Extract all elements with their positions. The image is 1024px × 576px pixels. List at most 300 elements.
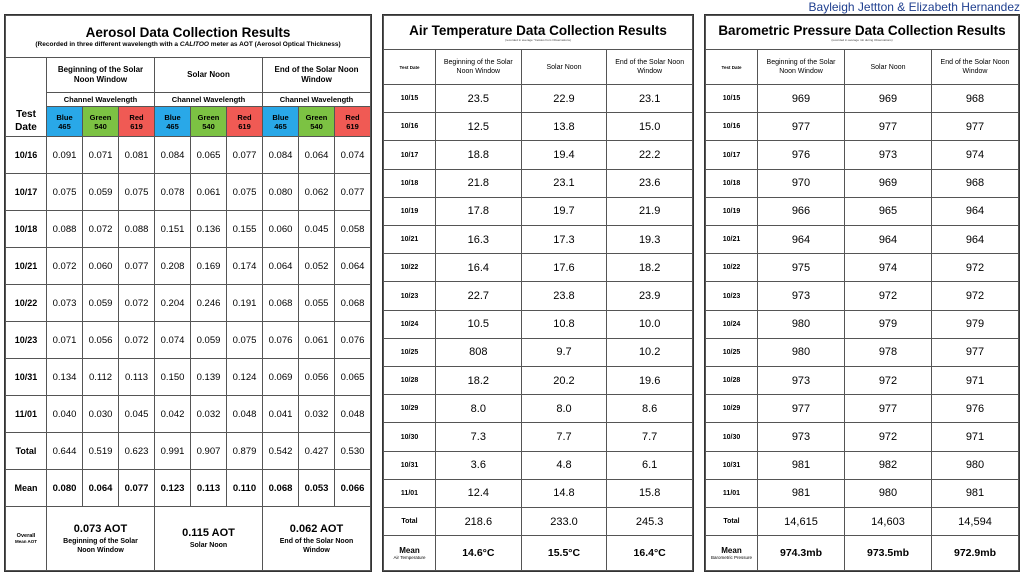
total-value: 0.991 (155, 433, 191, 470)
table-row (706, 395, 1019, 423)
mean-value: 973.5mb (845, 536, 932, 571)
table-row (384, 423, 693, 451)
row-date: 10/22 (6, 285, 47, 322)
aot-value: 0.072 (47, 248, 83, 285)
measurement-value: 22.9 (521, 85, 607, 113)
overall-label (6, 507, 47, 571)
total-value: 0.519 (83, 433, 119, 470)
aot-value: 0.040 (47, 396, 83, 433)
measurement-value: 8.0 (436, 395, 522, 423)
table-row (384, 282, 693, 310)
table-row (384, 479, 693, 507)
channel-red-619 (119, 107, 155, 137)
air-header-noon: Solar Noon (521, 50, 607, 85)
table-row (706, 310, 1019, 338)
barometric-pressure-subtitle: (recorded in average mb during Observations) (831, 38, 893, 42)
overall-subtext: Mean AOT (14, 539, 38, 544)
air-temperature-panel (382, 14, 694, 572)
channel-nm: 619 (238, 121, 251, 131)
table-row (706, 226, 1019, 254)
row-date: 10/21 (384, 226, 436, 254)
channel-name: Blue (56, 112, 73, 122)
mean-value: 0.068 (263, 470, 299, 507)
measurement-value: 23.1 (607, 85, 693, 113)
aot-value: 0.068 (263, 285, 299, 322)
aot-value: 0.071 (83, 137, 119, 174)
mean-row (706, 536, 1019, 571)
aot-value: 0.045 (299, 211, 335, 248)
overall-value: 0.073 AOT (73, 522, 128, 535)
aot-value: 0.113 (119, 359, 155, 396)
total-row (384, 508, 693, 536)
channel-name: Red (237, 112, 252, 122)
aot-value: 0.191 (227, 285, 263, 322)
aerosol-group-beginning: Beginning of the Solar Noon Window (47, 58, 155, 93)
measurement-value: 972 (932, 282, 1019, 310)
aot-value: 0.055 (299, 285, 335, 322)
total-value: 0.427 (299, 433, 335, 470)
row-date: 10/25 (706, 338, 758, 366)
channel-green-540 (191, 107, 227, 137)
table-row (6, 248, 371, 285)
measurement-value: 973 (758, 367, 845, 395)
aot-value: 0.032 (191, 396, 227, 433)
table-row (384, 254, 693, 282)
aot-value: 0.088 (47, 211, 83, 248)
aot-value: 0.041 (263, 396, 299, 433)
mean-value: 974.3mb (758, 536, 845, 571)
row-date: 10/18 (6, 211, 47, 248)
row-date: 10/24 (384, 310, 436, 338)
channel-name: Red (345, 112, 360, 122)
aot-value: 0.075 (119, 174, 155, 211)
measurement-value: 964 (758, 226, 845, 254)
baro-header-noon: Solar Noon (845, 50, 932, 85)
aot-value: 0.155 (227, 211, 263, 248)
row-date: 10/16 (384, 113, 436, 141)
aot-value: 0.072 (83, 211, 119, 248)
aot-value: 0.059 (83, 285, 119, 322)
aot-value: 0.048 (335, 396, 371, 433)
aerosol-group-end: End of the Solar Noon Window (263, 58, 371, 93)
aot-value: 0.052 (299, 248, 335, 285)
overall-mean-0 (47, 507, 155, 571)
aot-value: 0.074 (335, 137, 371, 174)
measurement-value: 977 (932, 113, 1019, 141)
row-date: 10/23 (706, 282, 758, 310)
table-row (706, 141, 1019, 169)
measurement-value: 14.8 (521, 479, 607, 507)
measurement-value: 23.9 (607, 282, 693, 310)
mean-text: Mean (399, 545, 420, 555)
channel-name: Green (197, 112, 220, 122)
aot-value: 0.072 (119, 285, 155, 322)
channel-nm: 540 (202, 121, 215, 131)
baro-header-beginning: Beginning of the Solar Noon Window (758, 50, 845, 85)
channel-nm: 465 (58, 121, 71, 131)
channel-wavelength-label: Channel Wavelength (47, 93, 155, 107)
channel-blue-465 (155, 107, 191, 137)
table-row (384, 395, 693, 423)
aerosol-panel (4, 14, 372, 572)
measurement-value: 965 (845, 197, 932, 225)
channel-name: Green (305, 112, 328, 122)
aot-value: 0.075 (47, 174, 83, 211)
measurement-value: 981 (932, 479, 1019, 507)
measurement-value: 23.6 (607, 169, 693, 197)
measurement-value: 964 (845, 226, 932, 254)
channel-nm: 540 (310, 121, 323, 131)
row-date: 10/15 (384, 85, 436, 113)
mean-value: 0.080 (47, 470, 83, 507)
mean-value: 16.4°C (607, 536, 693, 571)
table-row (6, 211, 371, 248)
aot-value: 0.064 (299, 137, 335, 174)
aot-value: 0.045 (119, 396, 155, 433)
table-row (384, 226, 693, 254)
row-date: 10/28 (706, 367, 758, 395)
measurement-value: 12.5 (436, 113, 522, 141)
channel-nm: 465 (166, 121, 179, 131)
table-row (384, 169, 693, 197)
measurement-value: 18.2 (607, 254, 693, 282)
measurement-value: 971 (932, 367, 1019, 395)
measurement-value: 977 (758, 113, 845, 141)
row-date: 10/18 (384, 169, 436, 197)
row-date: 10/31 (384, 451, 436, 479)
aot-value: 0.064 (263, 248, 299, 285)
table-row (384, 310, 693, 338)
measurement-value: 982 (845, 451, 932, 479)
table-row (6, 322, 371, 359)
barometric-pressure-title: Barometric Pressure Data Collection Results (718, 23, 1006, 38)
test-date-header: Test Date (6, 107, 47, 137)
measurement-value: 969 (845, 169, 932, 197)
channel-green-540 (299, 107, 335, 137)
aot-value: 0.091 (47, 137, 83, 174)
table-row (706, 338, 1019, 366)
measurement-value: 977 (845, 395, 932, 423)
aot-value: 0.134 (47, 359, 83, 396)
channel-red-619 (335, 107, 371, 137)
authors: Bayleigh Jettton & Elizabeth Hernandez (808, 0, 1020, 14)
row-date: 11/01 (706, 479, 758, 507)
overall-mean-2 (263, 507, 371, 571)
aot-value: 0.073 (47, 285, 83, 322)
aot-value: 0.077 (335, 174, 371, 211)
aot-value: 0.061 (191, 174, 227, 211)
measurement-value: 808 (436, 338, 522, 366)
table-row (384, 85, 693, 113)
measurement-value: 18.2 (436, 367, 522, 395)
aot-value: 0.030 (83, 396, 119, 433)
row-date: 10/30 (384, 423, 436, 451)
air-header-test-date: Test Date (384, 50, 436, 85)
total-label: Total (6, 433, 47, 470)
total-value: 0.644 (47, 433, 83, 470)
measurement-value: 966 (758, 197, 845, 225)
measurement-value: 980 (932, 451, 1019, 479)
row-date: 10/31 (706, 451, 758, 479)
aot-value: 0.076 (263, 322, 299, 359)
aot-value: 0.071 (47, 322, 83, 359)
overall-value: 0.062 AOT (289, 522, 344, 535)
aot-value: 0.061 (299, 322, 335, 359)
table-row (706, 85, 1019, 113)
aot-value: 0.065 (191, 137, 227, 174)
measurement-value: 978 (845, 338, 932, 366)
table-row (6, 359, 371, 396)
measurement-value: 15.0 (607, 113, 693, 141)
measurement-value: 16.3 (436, 226, 522, 254)
table-row (706, 479, 1019, 507)
row-date: 10/29 (384, 395, 436, 423)
measurement-value: 21.8 (436, 169, 522, 197)
aot-value: 0.058 (335, 211, 371, 248)
mean-label (706, 536, 758, 571)
channel-name: Green (89, 112, 112, 122)
channel-nm: 619 (346, 121, 359, 131)
measurement-value: 969 (758, 85, 845, 113)
aot-value: 0.059 (83, 174, 119, 211)
table-row (6, 137, 371, 174)
mean-value: 0.113 (191, 470, 227, 507)
aot-value: 0.056 (299, 359, 335, 396)
air-temperature-table (383, 15, 693, 571)
measurement-value: 12.4 (436, 479, 522, 507)
total-value: 0.623 (119, 433, 155, 470)
measurement-value: 8.6 (607, 395, 693, 423)
measurement-value: 7.7 (607, 423, 693, 451)
mean-value: 0.064 (83, 470, 119, 507)
air-header-end: End of the Solar Noon Window (607, 50, 693, 85)
measurement-value: 16.4 (436, 254, 522, 282)
table-row (384, 451, 693, 479)
channel-name: Red (129, 112, 144, 122)
table-row (6, 174, 371, 211)
table-row (6, 396, 371, 433)
measurement-value: 13.8 (521, 113, 607, 141)
measurement-value: 964 (932, 226, 1019, 254)
measurement-value: 19.4 (521, 141, 607, 169)
measurement-value: 977 (758, 395, 845, 423)
measurement-value: 4.8 (521, 451, 607, 479)
measurement-value: 22.2 (607, 141, 693, 169)
aot-value: 0.059 (191, 322, 227, 359)
mean-value: 0.123 (155, 470, 191, 507)
overall-row (6, 507, 371, 571)
total-value: 0.542 (263, 433, 299, 470)
aot-value: 0.074 (155, 322, 191, 359)
measurement-value: 17.3 (521, 226, 607, 254)
aerosol-title: Aerosol Data Collection Results (85, 24, 291, 40)
aot-value: 0.084 (155, 137, 191, 174)
measurement-value: 971 (932, 423, 1019, 451)
air-temperature-title: Air Temperature Data Collection Results (409, 23, 667, 38)
measurement-value: 3.6 (436, 451, 522, 479)
measurement-value: 979 (845, 310, 932, 338)
row-date: 10/24 (706, 310, 758, 338)
table-row (706, 113, 1019, 141)
baro-header-end: End of the Solar Noon Window (932, 50, 1019, 85)
row-date: 10/22 (706, 254, 758, 282)
mean-value: 15.5°C (521, 536, 607, 571)
mean-text: Mean (721, 545, 742, 555)
aot-value: 0.060 (83, 248, 119, 285)
mean-subtext: Barometric Pressure (710, 554, 752, 560)
aot-value: 0.072 (119, 322, 155, 359)
mean-label: Mean (6, 470, 47, 507)
measurement-value: 9.7 (521, 338, 607, 366)
table-row (706, 367, 1019, 395)
measurement-value: 10.5 (436, 310, 522, 338)
table-row (706, 254, 1019, 282)
total-label: Total (706, 508, 758, 536)
channel-nm: 619 (130, 121, 143, 131)
channel-name: Blue (164, 112, 181, 122)
measurement-value: 980 (845, 479, 932, 507)
mean-value: 14.6°C (436, 536, 522, 571)
measurement-value: 19.7 (521, 197, 607, 225)
mean-row (384, 536, 693, 571)
row-date: 10/21 (706, 226, 758, 254)
mean-subtext: Air Temperature (393, 554, 426, 560)
aot-value: 0.084 (263, 137, 299, 174)
mean-row (6, 470, 371, 507)
measurement-value: 19.3 (607, 226, 693, 254)
measurement-value: 968 (932, 85, 1019, 113)
mean-value: 0.077 (119, 470, 155, 507)
aot-value: 0.112 (83, 359, 119, 396)
measurement-value: 976 (758, 141, 845, 169)
channel-nm: 465 (274, 121, 287, 131)
row-date: 10/19 (384, 197, 436, 225)
table-row (384, 338, 693, 366)
aot-value: 0.076 (335, 322, 371, 359)
aot-value: 0.078 (155, 174, 191, 211)
mean-value: 0.053 (299, 470, 335, 507)
row-date: 10/22 (384, 254, 436, 282)
measurement-value: 19.6 (607, 367, 693, 395)
measurement-value: 973 (758, 282, 845, 310)
measurement-value: 8.0 (521, 395, 607, 423)
measurement-value: 23.5 (436, 85, 522, 113)
measurement-value: 7.3 (436, 423, 522, 451)
aot-value: 0.048 (227, 396, 263, 433)
total-value: 14,594 (932, 508, 1019, 536)
channel-green-540 (83, 107, 119, 137)
aot-value: 0.075 (227, 174, 263, 211)
measurement-value: 17.6 (521, 254, 607, 282)
measurement-value: 6.1 (607, 451, 693, 479)
measurement-value: 964 (932, 197, 1019, 225)
measurement-value: 10.0 (607, 310, 693, 338)
overall-value: 0.115 AOT (182, 527, 235, 539)
aot-value: 0.077 (119, 248, 155, 285)
total-value: 0.879 (227, 433, 263, 470)
row-date: 10/29 (706, 395, 758, 423)
row-date: 10/25 (384, 338, 436, 366)
overall-description: Beginning of the Solar Noon Window (63, 537, 138, 554)
aot-value: 0.060 (263, 211, 299, 248)
mean-value: 0.110 (227, 470, 263, 507)
measurement-value: 974 (845, 254, 932, 282)
row-date: 10/18 (706, 169, 758, 197)
measurement-value: 972 (845, 282, 932, 310)
total-value: 0.530 (335, 433, 371, 470)
aot-value: 0.042 (155, 396, 191, 433)
channel-blue-465 (47, 107, 83, 137)
aot-value: 0.150 (155, 359, 191, 396)
row-date: 10/23 (384, 282, 436, 310)
overall-text: Overall (16, 533, 36, 539)
measurement-value: 15.8 (607, 479, 693, 507)
table-row (384, 113, 693, 141)
measurement-value: 17.8 (436, 197, 522, 225)
table-row (384, 367, 693, 395)
aot-value: 0.065 (335, 359, 371, 396)
air-header-beginning: Beginning of the Solar Noon Window (436, 50, 522, 85)
row-date: 10/17 (706, 141, 758, 169)
mean-value: 972.9mb (932, 536, 1019, 571)
aot-value: 0.204 (155, 285, 191, 322)
measurement-value: 976 (932, 395, 1019, 423)
barometric-pressure-table (705, 15, 1019, 571)
aot-value: 0.056 (83, 322, 119, 359)
measurement-value: 975 (758, 254, 845, 282)
total-row (6, 433, 371, 470)
total-value: 233.0 (521, 508, 607, 536)
row-date: 10/19 (706, 197, 758, 225)
aot-value: 0.139 (191, 359, 227, 396)
total-value: 218.6 (436, 508, 522, 536)
row-date: 10/30 (706, 423, 758, 451)
measurement-value: 10.8 (521, 310, 607, 338)
aot-value: 0.169 (191, 248, 227, 285)
measurement-value: 968 (932, 169, 1019, 197)
channel-name: Blue (272, 112, 289, 122)
measurement-value: 21.9 (607, 197, 693, 225)
aot-value: 0.124 (227, 359, 263, 396)
total-value: 14,615 (758, 508, 845, 536)
aot-value: 0.151 (155, 211, 191, 248)
overall-description: Solar Noon (189, 542, 228, 549)
aot-value: 0.208 (155, 248, 191, 285)
measurement-value: 18.8 (436, 141, 522, 169)
row-date: 11/01 (6, 396, 47, 433)
air-temperature-subtitle: (recorded in average °Celsius from Observations) (505, 38, 571, 42)
baro-header-test-date: Test Date (706, 50, 758, 85)
aerosol-group-noon: Solar Noon (155, 58, 263, 93)
measurement-value: 23.1 (521, 169, 607, 197)
measurement-value: 970 (758, 169, 845, 197)
measurement-value: 10.2 (607, 338, 693, 366)
total-value: 0.907 (191, 433, 227, 470)
measurement-value: 972 (845, 367, 932, 395)
measurement-value: 981 (758, 451, 845, 479)
row-date: 10/15 (706, 85, 758, 113)
aot-value: 0.075 (227, 322, 263, 359)
row-date: 10/17 (6, 174, 47, 211)
aot-value: 0.032 (299, 396, 335, 433)
aot-value: 0.077 (227, 137, 263, 174)
measurement-value: 980 (758, 310, 845, 338)
aot-value: 0.081 (119, 137, 155, 174)
channel-wavelength-label: Channel Wavelength (263, 93, 371, 107)
barometric-pressure-panel (704, 14, 1020, 572)
row-date: 10/31 (6, 359, 47, 396)
table-row (706, 169, 1019, 197)
